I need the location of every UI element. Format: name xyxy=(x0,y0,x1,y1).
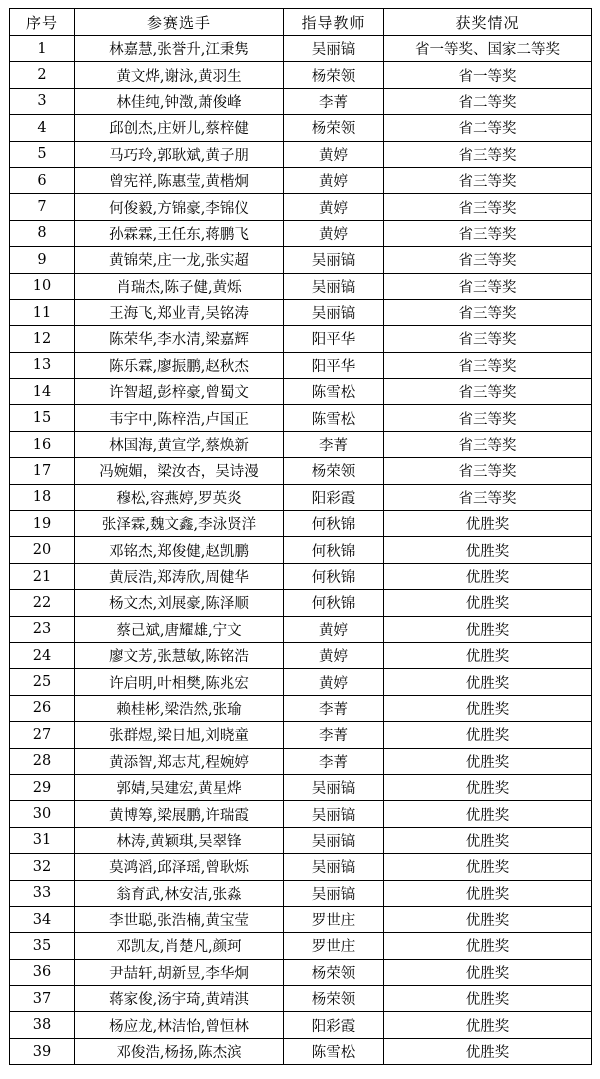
table-row xyxy=(10,642,592,668)
serial-number-cell: 38 xyxy=(10,1012,75,1038)
table-row xyxy=(10,167,592,193)
table-row xyxy=(10,141,592,167)
instructor-cell: 吴丽镐 xyxy=(284,273,384,299)
award-cell: 优胜奖 xyxy=(384,642,592,668)
table-row xyxy=(10,220,592,246)
participants-cell: 杨应龙,林洁怡,曾恒林 xyxy=(75,1012,284,1038)
participants-cell: 黄锦荣,庄一龙,张实超 xyxy=(75,247,284,273)
table-row xyxy=(10,379,592,405)
table-row xyxy=(10,854,592,880)
table-row xyxy=(10,1012,592,1038)
table-row xyxy=(10,695,592,721)
award-cell: 优胜奖 xyxy=(384,959,592,985)
award-cell: 优胜奖 xyxy=(384,827,592,853)
table-row xyxy=(10,194,592,220)
instructor-cell: 吴丽镐 xyxy=(284,774,384,800)
instructor-cell: 李菁 xyxy=(284,431,384,457)
participants-cell: 黄博筹,梁展鹏,许瑞霞 xyxy=(75,801,284,827)
serial-number-cell: 20 xyxy=(10,537,75,563)
award-cell: 优胜奖 xyxy=(384,722,592,748)
table-row xyxy=(10,748,592,774)
participants-cell: 王海飞,郑业青,吴铭涛 xyxy=(75,299,284,325)
instructor-cell: 黄婷 xyxy=(284,642,384,668)
participants-cell: 邓铭杰,郑俊健,赵凯鹏 xyxy=(75,537,284,563)
participants-cell: 冯婉媚，梁汝杏，吴诗漫 xyxy=(75,458,284,484)
header-serial-number: 序号 xyxy=(10,9,75,36)
table-row xyxy=(10,616,592,642)
participants-cell: 林佳纯,钟澂,萧俊峰 xyxy=(75,88,284,114)
instructor-cell: 吴丽镐 xyxy=(284,36,384,62)
award-cell: 优胜奖 xyxy=(384,801,592,827)
table-row xyxy=(10,88,592,114)
serial-number-cell: 4 xyxy=(10,115,75,141)
participants-cell: 陈乐霖,廖振鹏,赵秋杰 xyxy=(75,352,284,378)
serial-number-cell: 13 xyxy=(10,352,75,378)
instructor-cell: 黄婷 xyxy=(284,669,384,695)
participants-cell: 蒋家俊,汤宇琦,黄靖淇 xyxy=(75,986,284,1012)
table-row xyxy=(10,273,592,299)
instructor-cell: 李菁 xyxy=(284,88,384,114)
instructor-cell: 黄婷 xyxy=(284,141,384,167)
award-cell: 省三等奖 xyxy=(384,431,592,457)
participants-cell: 张群煜,梁日旭,刘晓童 xyxy=(75,722,284,748)
serial-number-cell: 24 xyxy=(10,642,75,668)
instructor-cell: 杨荣领 xyxy=(284,986,384,1012)
table-header-row xyxy=(10,9,592,36)
table-row xyxy=(10,801,592,827)
table-row xyxy=(10,933,592,959)
participants-cell: 廖文芳,张慧敏,陈铭浩 xyxy=(75,642,284,668)
instructor-cell: 罗世庄 xyxy=(284,906,384,932)
serial-number-cell: 30 xyxy=(10,801,75,827)
award-cell: 优胜奖 xyxy=(384,695,592,721)
award-cell: 省一等奖、国家二等奖 xyxy=(384,36,592,62)
participants-cell: 杨文杰,刘展豪,陈泽顺 xyxy=(75,590,284,616)
serial-number-cell: 19 xyxy=(10,511,75,537)
instructor-cell: 何秋锦 xyxy=(284,590,384,616)
instructor-cell: 李菁 xyxy=(284,695,384,721)
award-cell: 优胜奖 xyxy=(384,880,592,906)
participants-cell: 尹喆轩,胡新昱,李华炯 xyxy=(75,959,284,985)
serial-number-cell: 21 xyxy=(10,563,75,589)
participants-cell: 邱创杰,庄妍儿,蔡梓健 xyxy=(75,115,284,141)
instructor-cell: 陈雪松 xyxy=(284,1038,384,1064)
serial-number-cell: 14 xyxy=(10,379,75,405)
header-participants: 参赛选手 xyxy=(75,9,284,36)
serial-number-cell: 6 xyxy=(10,167,75,193)
participants-cell: 翁育武,林安洁,张淼 xyxy=(75,880,284,906)
participants-cell: 林国海,黄宣学,蔡焕新 xyxy=(75,431,284,457)
participants-cell: 黄添智,郑志芃,程婉婷 xyxy=(75,748,284,774)
instructor-cell: 吴丽镐 xyxy=(284,299,384,325)
table-row xyxy=(10,774,592,800)
participants-cell: 林涛,黄颖琪,吴翠锋 xyxy=(75,827,284,853)
award-cell: 优胜奖 xyxy=(384,1012,592,1038)
instructor-cell: 吴丽镐 xyxy=(284,880,384,906)
award-cell: 省三等奖 xyxy=(384,379,592,405)
award-cell: 优胜奖 xyxy=(384,669,592,695)
award-cell: 省三等奖 xyxy=(384,326,592,352)
award-cell: 省二等奖 xyxy=(384,115,592,141)
serial-number-cell: 36 xyxy=(10,959,75,985)
award-cell: 优胜奖 xyxy=(384,933,592,959)
instructor-cell: 阳平华 xyxy=(284,352,384,378)
serial-number-cell: 31 xyxy=(10,827,75,853)
serial-number-cell: 35 xyxy=(10,933,75,959)
instructor-cell: 黄婷 xyxy=(284,616,384,642)
participants-cell: 马巧玲,郭耿斌,黄子朋 xyxy=(75,141,284,167)
instructor-cell: 何秋锦 xyxy=(284,537,384,563)
table-row xyxy=(10,299,592,325)
table-row xyxy=(10,880,592,906)
instructor-cell: 杨荣领 xyxy=(284,62,384,88)
award-cell: 省三等奖 xyxy=(384,167,592,193)
table-row xyxy=(10,326,592,352)
serial-number-cell: 7 xyxy=(10,194,75,220)
participants-cell: 韦宇中,陈梓浩,卢国正 xyxy=(75,405,284,431)
instructor-cell: 吴丽镐 xyxy=(284,827,384,853)
award-cell: 省三等奖 xyxy=(384,405,592,431)
serial-number-cell: 9 xyxy=(10,247,75,273)
instructor-cell: 吴丽镐 xyxy=(284,854,384,880)
participants-cell: 陈荣华,李水清,梁嘉辉 xyxy=(75,326,284,352)
award-table xyxy=(9,8,592,1065)
participants-cell: 莫鸿滔,邱泽瑶,曾耿烁 xyxy=(75,854,284,880)
participants-cell: 林嘉慧,张誉升,江秉隽 xyxy=(75,36,284,62)
table-row xyxy=(10,484,592,510)
instructor-cell: 吴丽镐 xyxy=(284,247,384,273)
instructor-cell: 阳彩霞 xyxy=(284,1012,384,1038)
serial-number-cell: 18 xyxy=(10,484,75,510)
serial-number-cell: 33 xyxy=(10,880,75,906)
table-row xyxy=(10,669,592,695)
participants-cell: 邓俊浩,杨扬,陈杰滨 xyxy=(75,1038,284,1064)
table-row xyxy=(10,986,592,1012)
serial-number-cell: 5 xyxy=(10,141,75,167)
instructor-cell: 黄婷 xyxy=(284,194,384,220)
instructor-cell: 罗世庄 xyxy=(284,933,384,959)
participants-cell: 许智超,彭梓豪,曾蜀文 xyxy=(75,379,284,405)
table-row xyxy=(10,36,592,62)
award-cell: 省三等奖 xyxy=(384,220,592,246)
participants-cell: 蔡己斌,唐耀雄,宁文 xyxy=(75,616,284,642)
award-cell: 优胜奖 xyxy=(384,1038,592,1064)
table-row xyxy=(10,827,592,853)
participants-cell: 邓凯友,肖楚凡,颜珂 xyxy=(75,933,284,959)
serial-number-cell: 37 xyxy=(10,986,75,1012)
award-cell: 优胜奖 xyxy=(384,854,592,880)
award-cell: 省一等奖 xyxy=(384,62,592,88)
serial-number-cell: 3 xyxy=(10,88,75,114)
instructor-cell: 黄婷 xyxy=(284,167,384,193)
table-row xyxy=(10,431,592,457)
participants-cell: 肖瑞杰,陈子健,黄烁 xyxy=(75,273,284,299)
serial-number-cell: 2 xyxy=(10,62,75,88)
instructor-cell: 吴丽镐 xyxy=(284,801,384,827)
participants-cell: 张泽霖,魏文鑫,李泳贤洋 xyxy=(75,511,284,537)
instructor-cell: 陈雪松 xyxy=(284,405,384,431)
instructor-cell: 阳彩霞 xyxy=(284,484,384,510)
table-row xyxy=(10,959,592,985)
award-cell: 省三等奖 xyxy=(384,247,592,273)
serial-number-cell: 39 xyxy=(10,1038,75,1064)
award-cell: 优胜奖 xyxy=(384,616,592,642)
participants-cell: 孙霖霖,王任东,蒋鹏飞 xyxy=(75,220,284,246)
table-row xyxy=(10,906,592,932)
participants-cell: 郭婧,吴建宏,黄星烨 xyxy=(75,774,284,800)
instructor-cell: 李菁 xyxy=(284,748,384,774)
award-cell: 优胜奖 xyxy=(384,537,592,563)
serial-number-cell: 1 xyxy=(10,36,75,62)
award-cell: 优胜奖 xyxy=(384,563,592,589)
award-cell: 省三等奖 xyxy=(384,194,592,220)
serial-number-cell: 15 xyxy=(10,405,75,431)
serial-number-cell: 27 xyxy=(10,722,75,748)
participants-cell: 黄辰浩,郑涛欣,周健华 xyxy=(75,563,284,589)
serial-number-cell: 22 xyxy=(10,590,75,616)
instructor-cell: 阳平华 xyxy=(284,326,384,352)
instructor-cell: 杨荣领 xyxy=(284,959,384,985)
table-row xyxy=(10,115,592,141)
serial-number-cell: 8 xyxy=(10,220,75,246)
instructor-cell: 何秋锦 xyxy=(284,511,384,537)
serial-number-cell: 10 xyxy=(10,273,75,299)
award-cell: 优胜奖 xyxy=(384,986,592,1012)
table-row xyxy=(10,352,592,378)
instructor-cell: 李菁 xyxy=(284,722,384,748)
table-row xyxy=(10,458,592,484)
participants-cell: 黄文烨,谢泳,黄羽生 xyxy=(75,62,284,88)
participants-cell: 赖桂彬,梁浩然,张瑜 xyxy=(75,695,284,721)
serial-number-cell: 32 xyxy=(10,854,75,880)
header-instructor: 指导教师 xyxy=(284,9,384,36)
serial-number-cell: 17 xyxy=(10,458,75,484)
instructor-cell: 杨荣领 xyxy=(284,115,384,141)
award-cell: 省三等奖 xyxy=(384,458,592,484)
table-row xyxy=(10,563,592,589)
participants-cell: 曾宪祥,陈惠莹,黄楷炯 xyxy=(75,167,284,193)
participants-cell: 何俊毅,方锦豪,李锦仪 xyxy=(75,194,284,220)
table-row xyxy=(10,722,592,748)
serial-number-cell: 34 xyxy=(10,906,75,932)
participants-cell: 穆松,容燕婷,罗英炎 xyxy=(75,484,284,510)
table-row xyxy=(10,62,592,88)
award-cell: 优胜奖 xyxy=(384,906,592,932)
award-cell: 优胜奖 xyxy=(384,590,592,616)
table-body xyxy=(10,36,592,1065)
serial-number-cell: 26 xyxy=(10,695,75,721)
award-cell: 省三等奖 xyxy=(384,141,592,167)
participants-cell: 李世聪,张浩楠,黄宝莹 xyxy=(75,906,284,932)
award-cell: 省三等奖 xyxy=(384,484,592,510)
table-row xyxy=(10,405,592,431)
instructor-cell: 陈雪松 xyxy=(284,379,384,405)
serial-number-cell: 28 xyxy=(10,748,75,774)
table-row xyxy=(10,537,592,563)
table-row xyxy=(10,511,592,537)
instructor-cell: 杨荣领 xyxy=(284,458,384,484)
instructor-cell: 黄婷 xyxy=(284,220,384,246)
table-row xyxy=(10,247,592,273)
instructor-cell: 何秋锦 xyxy=(284,563,384,589)
serial-number-cell: 11 xyxy=(10,299,75,325)
award-cell: 优胜奖 xyxy=(384,511,592,537)
award-cell: 省三等奖 xyxy=(384,352,592,378)
serial-number-cell: 16 xyxy=(10,431,75,457)
table-row xyxy=(10,1038,592,1064)
table-row xyxy=(10,590,592,616)
participants-cell: 许启明,叶相樊,陈兆宏 xyxy=(75,669,284,695)
serial-number-cell: 29 xyxy=(10,774,75,800)
award-cell: 省二等奖 xyxy=(384,88,592,114)
header-award-status: 获奖情况 xyxy=(384,9,592,36)
award-cell: 优胜奖 xyxy=(384,748,592,774)
award-cell: 省三等奖 xyxy=(384,299,592,325)
serial-number-cell: 12 xyxy=(10,326,75,352)
award-cell: 优胜奖 xyxy=(384,774,592,800)
serial-number-cell: 25 xyxy=(10,669,75,695)
award-cell: 省三等奖 xyxy=(384,273,592,299)
serial-number-cell: 23 xyxy=(10,616,75,642)
